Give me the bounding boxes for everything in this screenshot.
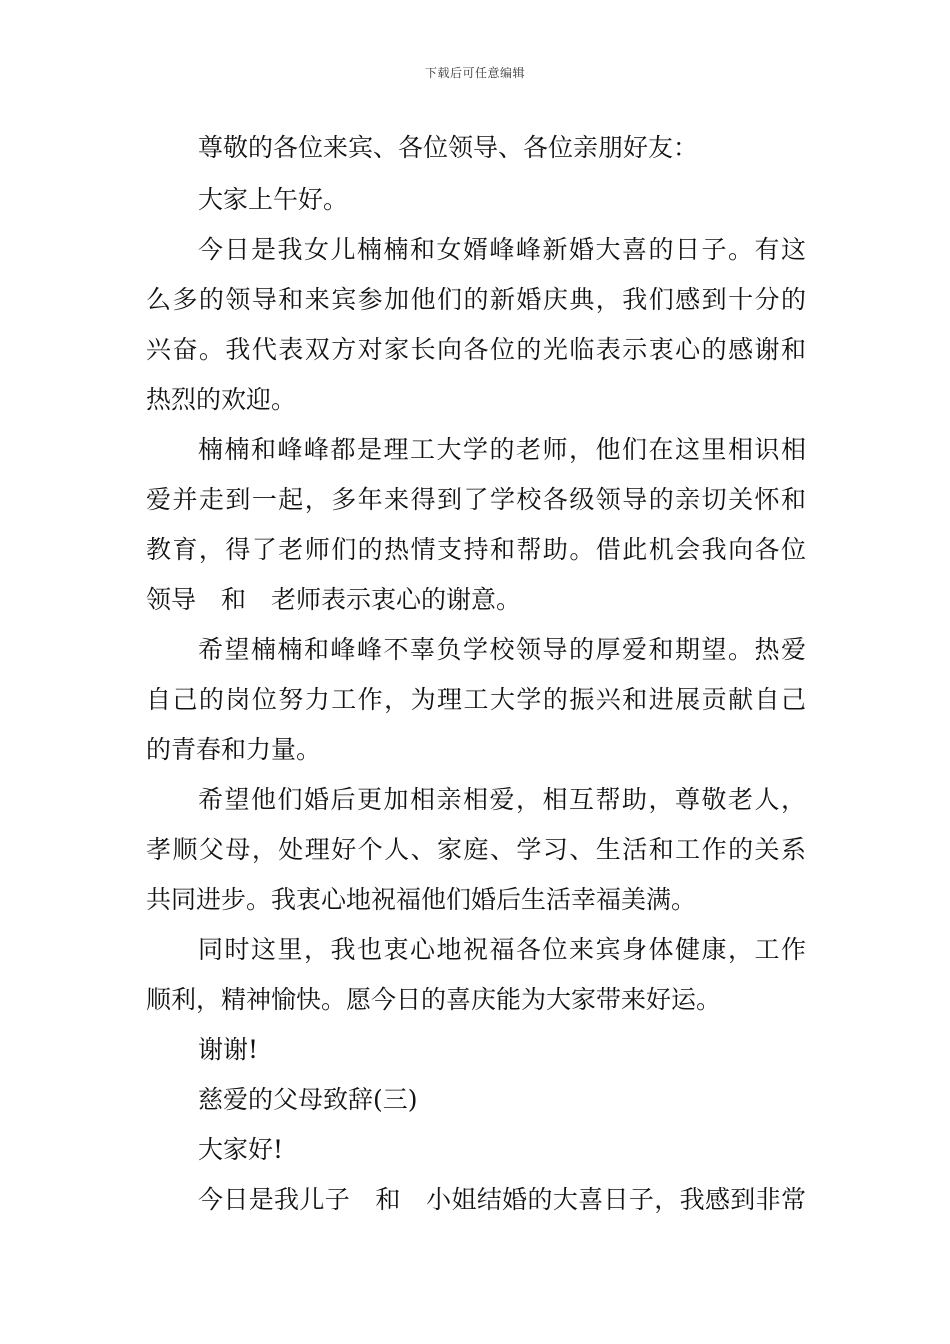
page-header: 下载后可任意编辑 bbox=[424, 66, 525, 80]
paragraph-1-line-4: 热烈的欢迎。 bbox=[146, 385, 297, 414]
salutation-line: 尊敬的各位来宾、各位领导、各位亲朋好友： bbox=[198, 133, 699, 162]
paragraph-5-line-2: 顺利，精神愉快。愿今日的喜庆能为大家带来好运。 bbox=[146, 985, 722, 1014]
paragraph-2-line-2: 爱并走到一起，多年来得到了学校各级领导的亲切关怀和 bbox=[146, 485, 806, 514]
paragraph-1-line-3: 兴奋。我代表双方对家长向各位的光临表示衷心的感谢和 bbox=[146, 335, 806, 364]
paragraph-2-line-1: 楠楠和峰峰都是理工大学的老师，他们在这里相识相 bbox=[198, 435, 806, 464]
paragraph-3-line-2: 自己的岗位努力工作，为理工大学的振兴和进展贡献自己 bbox=[146, 685, 806, 714]
paragraph-1-line-1: 今日是我女儿楠楠和女婿峰峰新婚大喜的日子。有这 bbox=[198, 235, 806, 264]
greeting-line: 大家上午好。 bbox=[198, 185, 349, 214]
paragraph-3-line-1: 希望楠楠和峰峰不辜负学校领导的厚爱和期望。热爱 bbox=[198, 635, 806, 664]
thanks-line: 谢谢! bbox=[198, 1035, 259, 1064]
section-greeting: 大家好! bbox=[198, 1135, 284, 1164]
paragraph-2-line-4: 领导 和 老师表示衷心的谢意。 bbox=[146, 585, 522, 614]
section-paragraph-line-1: 今日是我儿子 和 小姐结婚的大喜日子，我感到非常 bbox=[198, 1185, 806, 1214]
paragraph-4-line-2: 孝顺父母，处理好个人、家庭、学习、生活和工作的关系 bbox=[146, 835, 806, 864]
section-title: 慈爱的父母致辞(三) bbox=[198, 1085, 418, 1114]
paragraph-1-line-2: 么多的领导和来宾参加他们的新婚庆典，我们感到十分的 bbox=[146, 285, 806, 314]
paragraph-3-line-3: 的青春和力量。 bbox=[146, 735, 322, 764]
paragraph-4-line-3: 共同进步。我衷心地祝福他们婚后生活幸福美满。 bbox=[146, 885, 697, 914]
paragraph-2-line-3: 教育，得了老师们的热情支持和帮助。借此机会我向各位 bbox=[146, 535, 806, 564]
paragraph-5-line-1: 同时这里，我也衷心地祝福各位来宾身体健康，工作 bbox=[198, 935, 806, 964]
paragraph-4-line-1: 希望他们婚后更加相亲相爱，相互帮助，尊敬老人， bbox=[198, 785, 806, 814]
